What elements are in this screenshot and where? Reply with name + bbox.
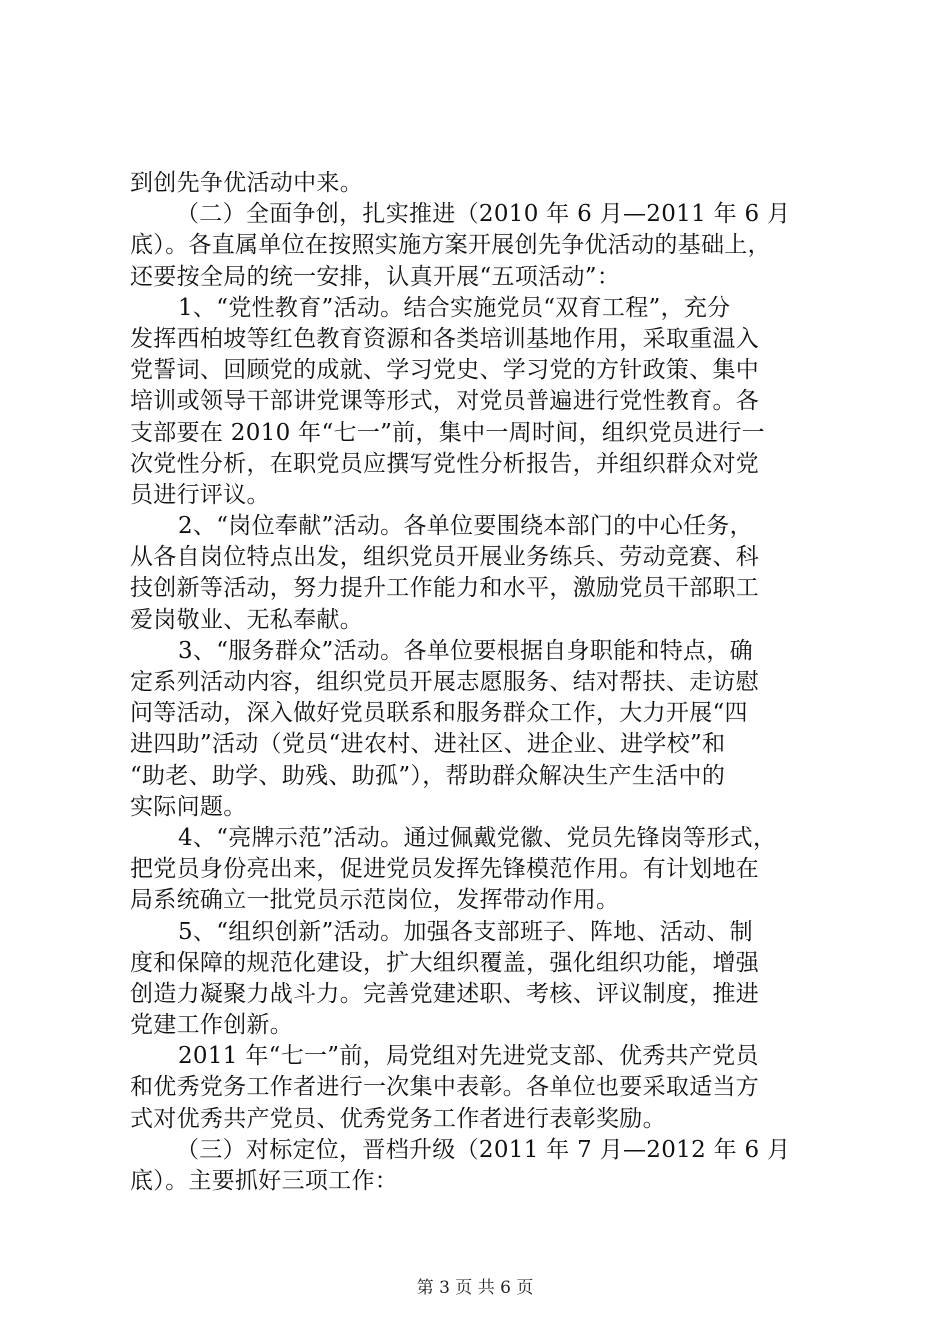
section-heading-line: （三）对标定位，晋档升级（2011 年 7 月—2012 年 6 月 [176,1136,791,1163]
text-line: 技创新等活动，努力提升工作能力和水平，激励党员干部职工 [130,575,760,602]
text-line: 爱岗敬业、无私奉献。 [130,606,363,633]
text-line: 党誓词、回顾党的成就、学习党史、学习党的方针政策、集中 [130,357,760,384]
text-line: 实际问题。 [130,793,247,820]
text-line: 定系列活动内容，组织党员开展志愿服务、结对帮扶、走访慰 [130,669,760,695]
text-line: 从各自岗位特点出发，组织党员开展业务练兵、劳动竞赛、科 [130,544,760,571]
text-line: 次党性分析，在职党员应撰写党性分析报告，并组织群众对党 [130,450,760,477]
document-body [130,168,830,1197]
text-line: “助老、助学、助残、助孤”），帮助群众解决生产生活中的 [130,762,726,789]
paragraph-start-line: 2011 年“七一”前，局党组对先进党支部、优秀共产党员 [178,1043,759,1070]
text-line: 创造力凝聚力战斗力。完善党建述职、考核、评议制度，推进 [130,980,760,1007]
text-line: 发挥西柏坡等红色教育资源和各类培训基地作用，采取重温入 [130,325,760,352]
text-line: 到创先争优活动中来。 [130,170,363,196]
text-line: 和优秀党务工作者进行一次集中表彰。各单位也要采取适当方 [130,1074,760,1101]
text-line: 式对优秀共产党员、优秀党务工作者进行表彰奖励。 [130,1105,666,1132]
text-line: 还要按全局的统一安排，认真开展“五项活动”： [130,263,621,290]
text-line: 把党员身份亮出来，促进党员发挥先锋模范作用。有计划地在 [130,856,760,883]
list-item-line: 3、“服务群众”活动。各单位要根据自身职能和特点，确 [178,637,753,664]
text-line: 员进行评议。 [130,481,270,508]
text-line: 问等活动，深入做好党员联系和服务群众工作，大力开展“四 [130,700,748,727]
text-line: 培训或领导干部讲党课等形式，对党员普遍进行党性教育。各 [130,388,760,415]
text-line: 底）。主要抓好三项工作： [130,1168,399,1194]
list-item-line: 5、“组织创新”活动。加强各支部班子、阵地、活动、制 [178,918,753,945]
text-line: 进四助”活动（党员“进农村、进社区、进企业、进学校”和 [130,731,726,758]
list-item-line: 1、“党性教育”活动。结合实施党员“双育工程”，充分 [178,294,731,321]
page-footer [0,1278,950,1298]
text-line: 度和保障的规范化建设，扩大组织覆盖，强化组织功能，增强 [130,949,760,976]
page-number-label: 第 3 页 共 6 页 [416,1278,534,1298]
list-item-line: 2、“岗位奉献”活动。各单位要围绕本部门的中心任务， [178,513,753,540]
list-item-line: 4、“亮牌示范”活动。通过佩戴党徽、党员先锋岗等形式， [178,824,777,851]
text-line: 底）。各直属单位在按照实施方案开展创先争优活动的基础上， [130,232,771,259]
text-line: 支部要在 2010 年“七一”前，集中一周时间，组织党员进行一 [130,419,765,446]
section-heading-line: （二）全面争创，扎实推进（2010 年 6 月—2011 年 6 月 [176,201,791,228]
text-line: 局系统确立一批党员示范岗位，发挥带动作用。 [130,887,620,914]
text-line: 党建工作创新。 [130,1012,294,1039]
